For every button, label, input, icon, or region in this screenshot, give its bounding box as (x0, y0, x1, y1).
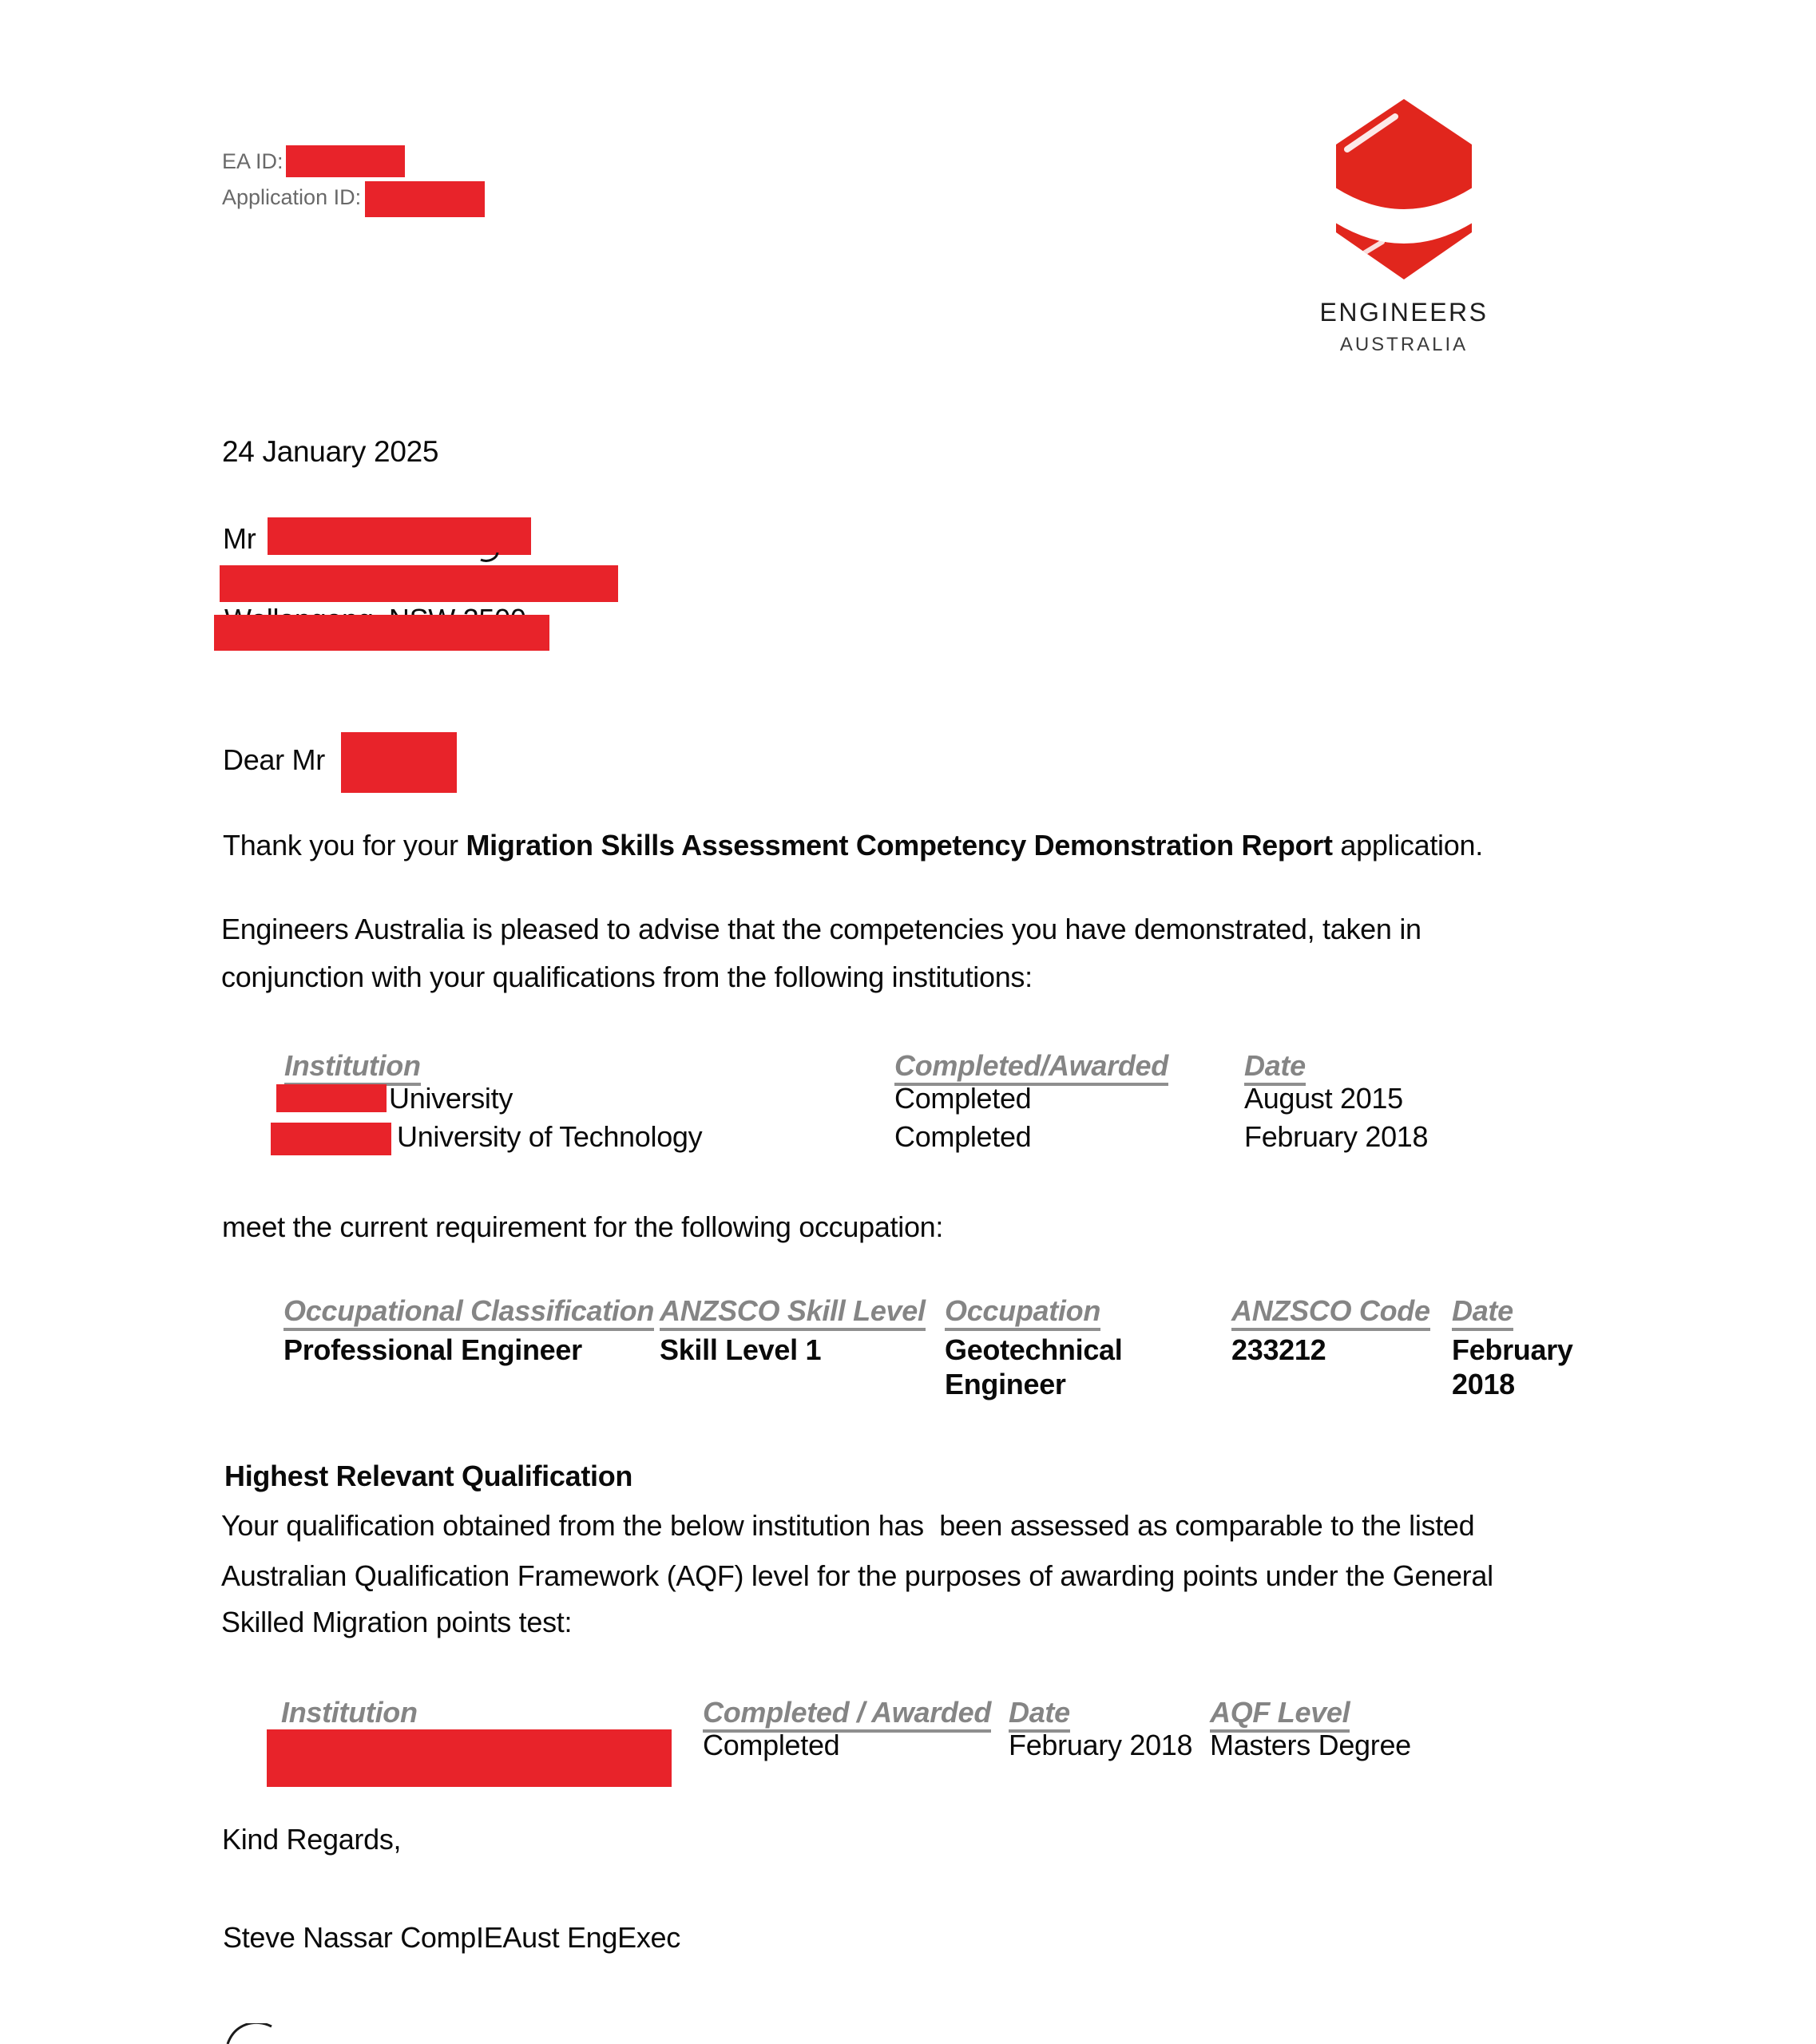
ea-id-label: EA ID: (222, 149, 284, 173)
partial-letter-descender (480, 552, 499, 564)
occupation-row-occupation: Geotechnical Engineer (945, 1333, 1123, 1400)
occupation-header-code: ANZSCO Code (1231, 1295, 1430, 1331)
advise-paragraph-line2: conjunction with your qualifications from the following institutions: (221, 961, 1033, 993)
redaction-box-name (268, 517, 531, 555)
institutions-header-completed: Completed/Awarded (894, 1050, 1168, 1086)
institution-row2-name: University of Technology (397, 1120, 703, 1153)
redaction-box-address-line2 (220, 565, 618, 602)
signatory-line: Steve Nassar CompIEAust EngExec (223, 1921, 680, 1954)
thanks-paragraph (223, 828, 1483, 862)
qualification-row-completed: Completed (703, 1729, 840, 1761)
application-id-label: Application ID: (222, 185, 362, 209)
meet-requirement-line: meet the current requirement for the following occupation: (222, 1210, 944, 1243)
occupation-header-classification: Occupational Classification (284, 1295, 654, 1331)
occupation-row-code: 233212 (1231, 1333, 1326, 1366)
redaction-box-institution-2 (271, 1123, 391, 1155)
thanks-bold-title: Migration Skills Assessment Competency Demonstration Report (466, 829, 1333, 862)
redaction-box-address-line3 (214, 615, 549, 651)
qualification-header-date: Date (1009, 1697, 1070, 1733)
hrq-paragraph-line3: Skilled Migration points test: (221, 1606, 573, 1638)
institution-row1-completed: Completed (894, 1082, 1032, 1115)
institution-row2-completed: Completed (894, 1120, 1032, 1153)
hrq-paragraph-line2: Australian Qualification Framework (AQF) level for the purposes of awarding points under the General (221, 1559, 1493, 1592)
occupation-header-occupation: Occupation (945, 1295, 1100, 1331)
redaction-box-application-id (365, 181, 485, 217)
occupation-row-skill-level: Skill Level 1 (660, 1333, 822, 1366)
occupation-header-date: Date (1452, 1295, 1513, 1331)
thanks-prefix: Thank you for your (223, 829, 466, 862)
qualification-header-aqf: AQF Level (1210, 1697, 1350, 1733)
hrq-paragraph-line1: Your qualification obtained from the below institution has been assessed as comparable to the listed (221, 1509, 1475, 1542)
thanks-suffix: application. (1332, 829, 1483, 862)
institutions-header-date: Date (1244, 1050, 1306, 1086)
qualification-header-institution: Institution (281, 1697, 418, 1733)
redaction-box-ea-id (286, 145, 405, 177)
institution-row1-date: August 2015 (1244, 1082, 1403, 1115)
qualification-row-date: February 2018 (1009, 1729, 1193, 1761)
hrq-heading: Highest Relevant Qualification (224, 1460, 633, 1492)
qualification-header-completed: Completed / Awarded (703, 1697, 991, 1733)
engineers-australia-hexagon-icon (1336, 98, 1472, 280)
engineers-australia-logo (1310, 98, 1498, 356)
letter-date: 24 January 2025 (222, 435, 439, 468)
occupation-row-date: February 2018 (1452, 1333, 1573, 1400)
institution-row2-date: February 2018 (1244, 1120, 1429, 1153)
logo-wordmark-line1: ENGINEERS (1319, 298, 1489, 327)
occupation-header-skill-level: ANZSCO Skill Level (660, 1295, 926, 1331)
salutation: Dear Mr (223, 743, 325, 776)
institutions-header-institution: Institution (284, 1050, 421, 1086)
redaction-box-qualification-institution (267, 1729, 672, 1787)
institution-row1-name: University (389, 1082, 513, 1115)
advise-paragraph-line1: Engineers Australia is pleased to advise that the competencies you have demonstrated, taken in (221, 913, 1421, 945)
occupation-row-classification: Professional Engineer (284, 1333, 582, 1366)
redaction-box-salutation-name (341, 732, 457, 793)
addressee-title: Mr (223, 522, 256, 555)
closing-line: Kind Regards, (222, 1823, 402, 1856)
logo-wordmark-line2: AUSTRALIA (1339, 334, 1469, 355)
redaction-box-institution-1 (276, 1084, 387, 1112)
qualification-row-aqf: Masters Degree (1210, 1729, 1411, 1761)
signature-stroke (225, 2023, 275, 2044)
